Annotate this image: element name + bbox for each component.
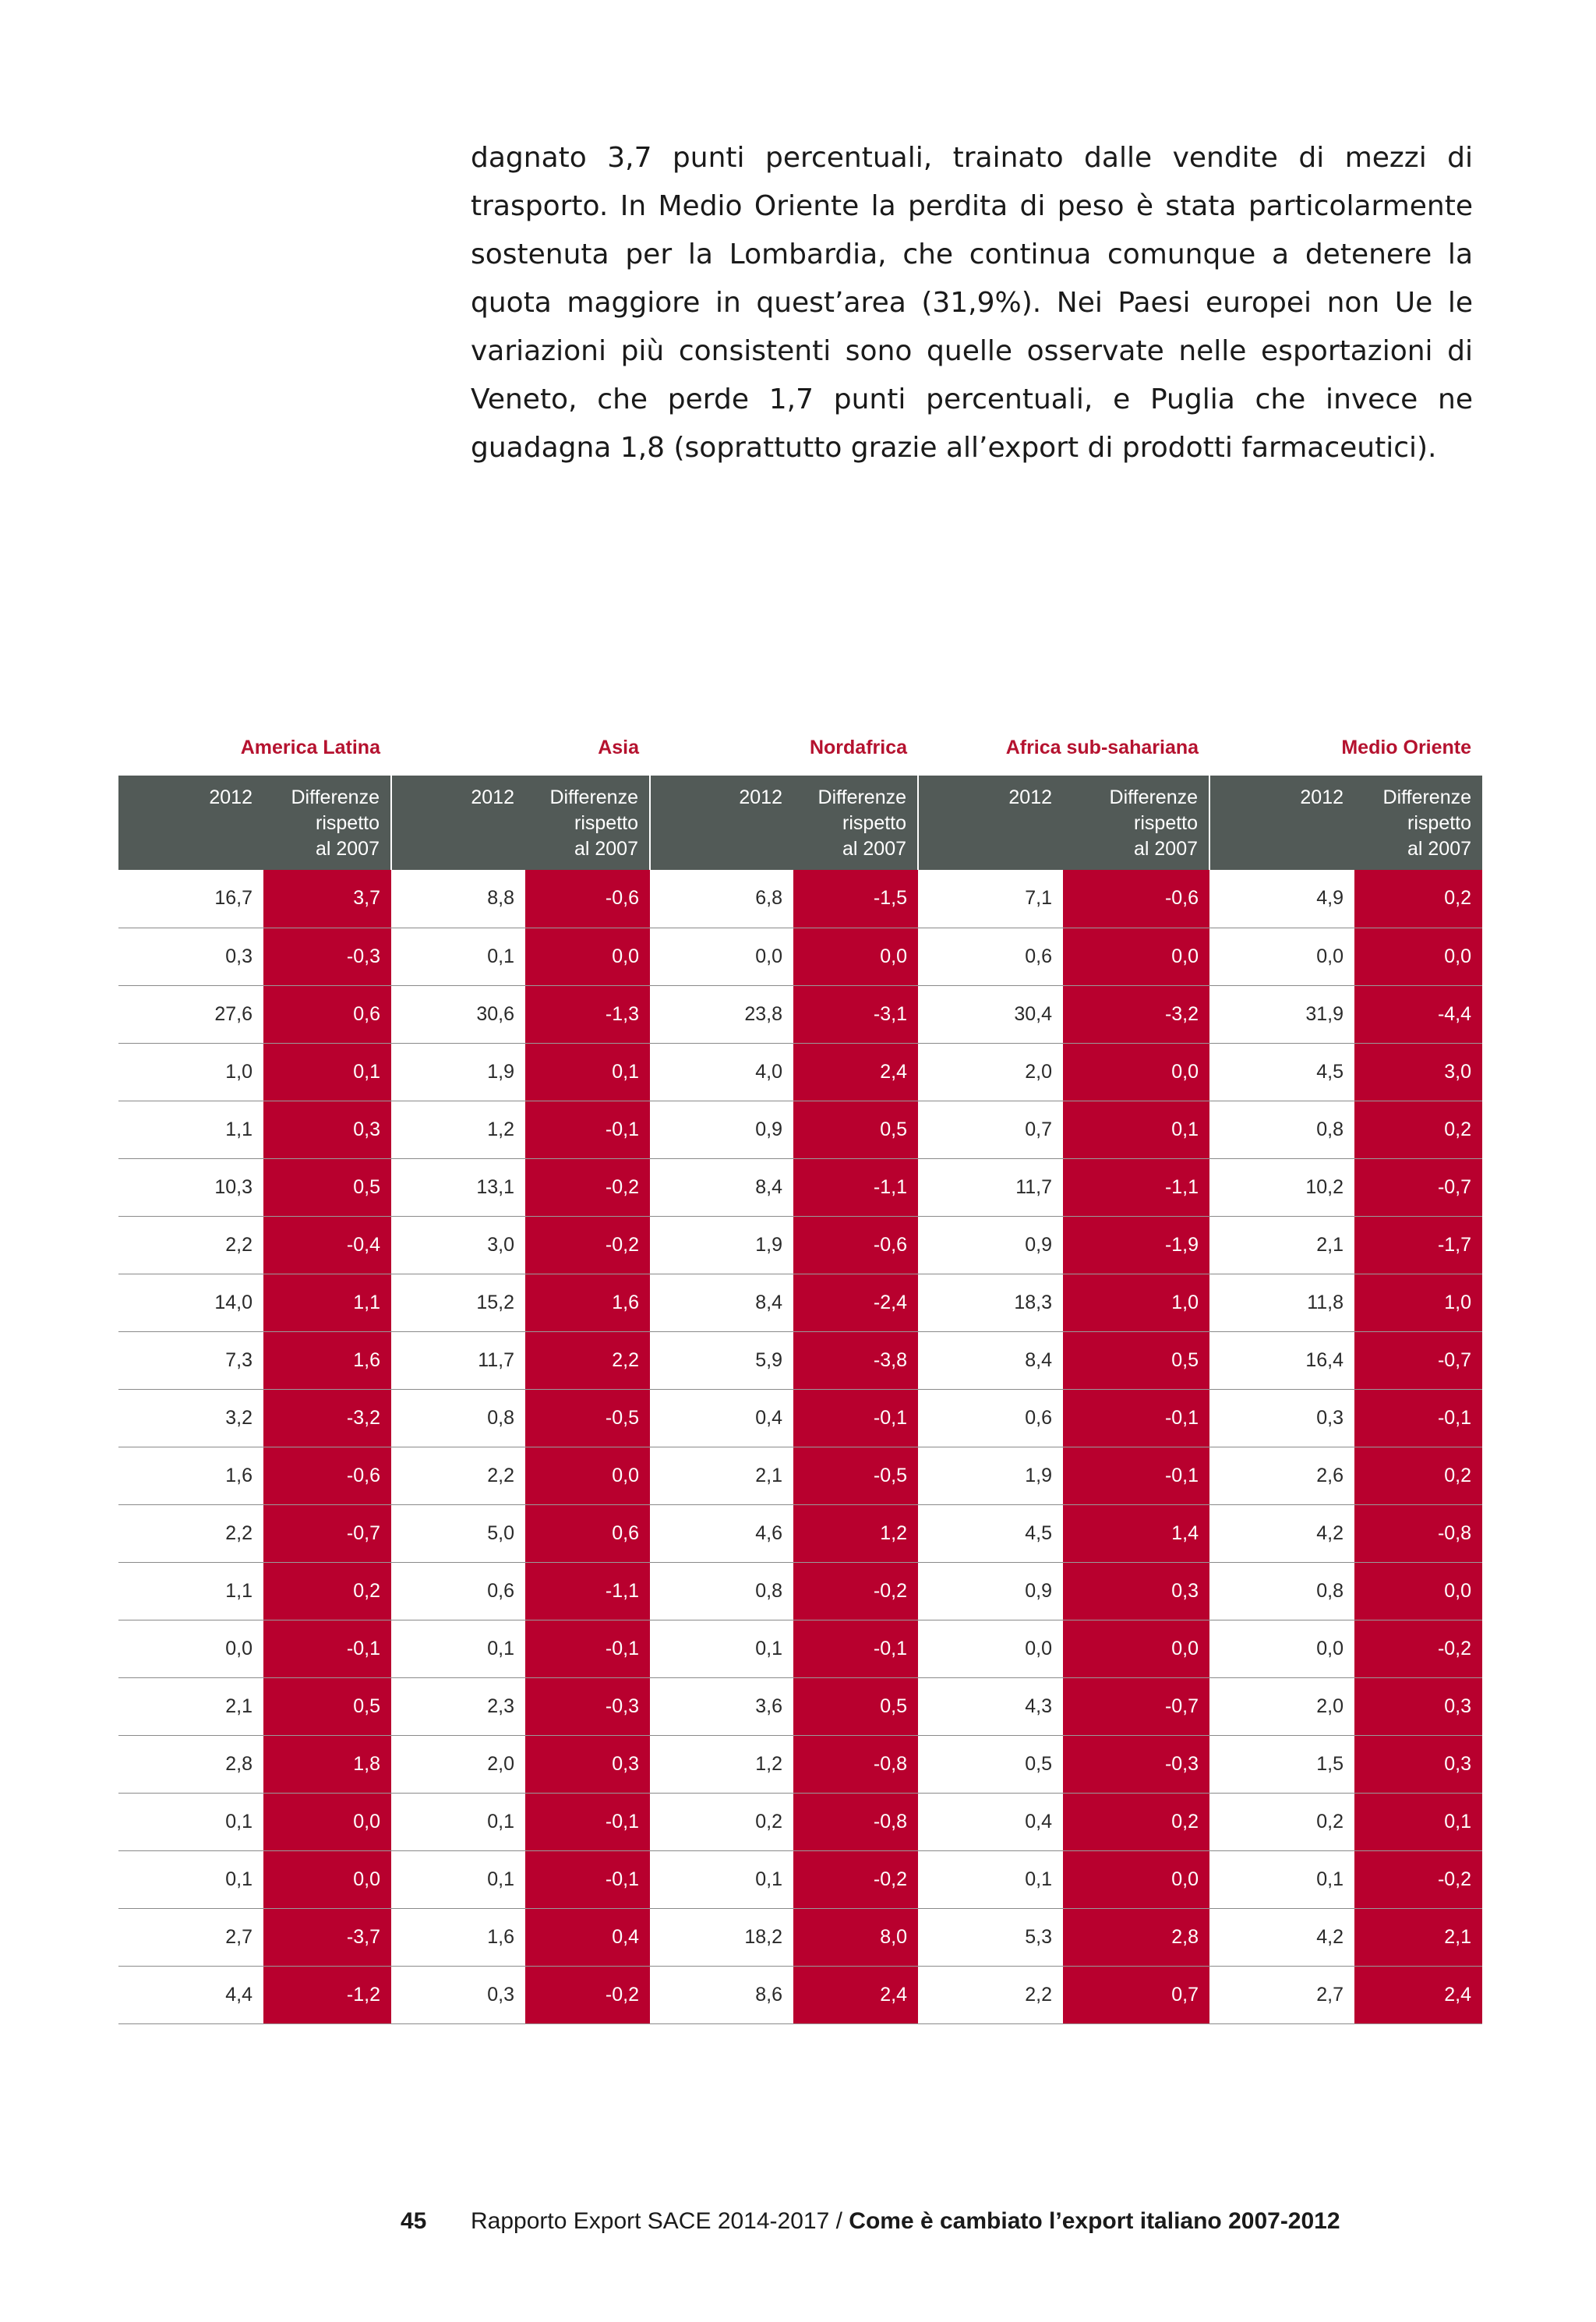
cell-difference-2007: 1,6 — [263, 1331, 391, 1389]
table-row — [118, 1620, 1482, 1677]
cell-difference-2007: -4,4 — [1354, 985, 1482, 1043]
cell-share-2012: 18,3 — [918, 1274, 1063, 1331]
column-header-line: al 2007 — [1134, 838, 1199, 860]
cell-share-2012: 2,3 — [391, 1677, 525, 1735]
region-title: Africa sub-sahariana — [1005, 737, 1199, 758]
cell-share-2012: 1,6 — [391, 1908, 525, 1966]
cell-difference-2007: -0,2 — [793, 1562, 918, 1620]
cell-difference-2007: -0,2 — [1354, 1850, 1482, 1908]
cell-share-2012: 0,9 — [918, 1562, 1063, 1620]
cell-share-2012: 0,1 — [650, 1620, 793, 1677]
cell-difference-2007: 0,1 — [263, 1043, 391, 1101]
table-row — [118, 1101, 1482, 1158]
cell-difference-2007: 1,1 — [263, 1274, 391, 1331]
cell-difference-2007: 1,2 — [793, 1504, 918, 1562]
cell-share-2012: 6,8 — [650, 870, 793, 928]
table-row — [118, 1331, 1482, 1389]
cell-difference-2007: -0,4 — [263, 1216, 391, 1274]
cell-share-2012: 11,8 — [1209, 1274, 1354, 1331]
cell-share-2012: 2,6 — [1209, 1447, 1354, 1504]
cell-share-2012: 0,9 — [918, 1216, 1063, 1274]
cell-difference-2007: -0,2 — [525, 1216, 650, 1274]
cell-difference-2007: -1,1 — [793, 1158, 918, 1216]
cell-share-2012: 2,2 — [118, 1504, 263, 1562]
cell-share-2012: 7,3 — [118, 1331, 263, 1389]
chapter-title: Come è cambiato l’export italiano 2007-2012 — [849, 2208, 1340, 2234]
cell-difference-2007: 0,0 — [1063, 1043, 1209, 1101]
cell-share-2012: 1,9 — [650, 1216, 793, 1274]
cell-share-2012: 2,0 — [1209, 1677, 1354, 1735]
cell-share-2012: 8,4 — [650, 1158, 793, 1216]
cell-share-2012: 4,3 — [918, 1677, 1063, 1735]
cell-share-2012: 1,0 — [118, 1043, 263, 1101]
cell-difference-2007: -3,1 — [793, 985, 918, 1043]
cell-share-2012: 2,2 — [391, 1447, 525, 1504]
cell-difference-2007: 0,0 — [263, 1793, 391, 1850]
cell-share-2012: 0,1 — [391, 1793, 525, 1850]
cell-share-2012: 0,0 — [118, 1620, 263, 1677]
table-row — [118, 1562, 1482, 1620]
column-header-line: rispetto — [1134, 812, 1199, 834]
cell-difference-2007: 0,0 — [1063, 1620, 1209, 1677]
cell-share-2012: 0,8 — [1209, 1101, 1354, 1158]
table-row — [118, 1735, 1482, 1793]
region-title: Asia — [598, 737, 639, 758]
cell-difference-2007: -0,7 — [1063, 1677, 1209, 1735]
cell-share-2012: 2,7 — [118, 1908, 263, 1966]
cell-difference-2007: -0,7 — [1354, 1331, 1482, 1389]
cell-share-2012: 2,2 — [918, 1966, 1063, 2023]
table-row — [118, 1677, 1482, 1735]
cell-difference-2007: 0,0 — [1063, 1850, 1209, 1908]
cell-difference-2007: 1,0 — [1063, 1274, 1209, 1331]
column-header-line: al 2007 — [315, 838, 380, 860]
cell-difference-2007: 0,2 — [1063, 1793, 1209, 1850]
cell-share-2012: 18,2 — [650, 1908, 793, 1966]
cell-share-2012: 4,0 — [650, 1043, 793, 1101]
cell-difference-2007: -3,2 — [1063, 985, 1209, 1043]
cell-difference-2007: -0,6 — [1063, 870, 1209, 928]
cell-share-2012: 2,8 — [118, 1735, 263, 1793]
cell-share-2012: 0,0 — [1209, 928, 1354, 985]
cell-difference-2007: 0,2 — [263, 1562, 391, 1620]
cell-share-2012: 10,3 — [118, 1158, 263, 1216]
cell-difference-2007: -3,7 — [263, 1908, 391, 1966]
cell-difference-2007: -1,2 — [263, 1966, 391, 2023]
cell-difference-2007: 0,3 — [263, 1101, 391, 1158]
cell-share-2012: 1,2 — [650, 1735, 793, 1793]
table-row — [118, 1908, 1482, 1966]
region-title: Nordafrica — [809, 737, 908, 758]
cell-difference-2007: 0,0 — [525, 928, 650, 985]
column-header-line: al 2007 — [574, 838, 638, 860]
cell-difference-2007: -0,3 — [263, 928, 391, 985]
cell-difference-2007: 2,4 — [793, 1966, 918, 2023]
column-header-line: Differenze — [1382, 786, 1472, 808]
cell-share-2012: 5,3 — [918, 1908, 1063, 1966]
table-row — [118, 1966, 1482, 2023]
cell-difference-2007: 0,0 — [793, 928, 918, 985]
cell-share-2012: 2,0 — [391, 1735, 525, 1793]
cell-difference-2007: 1,6 — [525, 1274, 650, 1331]
table-row — [118, 928, 1482, 985]
cell-difference-2007: 0,5 — [263, 1158, 391, 1216]
cell-share-2012: 4,2 — [1209, 1908, 1354, 1966]
column-header-year: 2012 — [1209, 776, 1354, 870]
cell-share-2012: 5,9 — [650, 1331, 793, 1389]
cell-share-2012: 5,0 — [391, 1504, 525, 1562]
column-header-difference — [525, 776, 650, 870]
cell-share-2012: 0,8 — [1209, 1562, 1354, 1620]
region-title: America Latina — [240, 737, 380, 758]
table-row — [118, 1504, 1482, 1562]
cell-difference-2007: -0,5 — [793, 1447, 918, 1504]
table-row — [118, 1447, 1482, 1504]
table-row — [118, 1043, 1482, 1101]
cell-difference-2007: -0,3 — [1063, 1735, 1209, 1793]
column-header-line: rispetto — [316, 812, 380, 834]
cell-difference-2007: 0,3 — [1063, 1562, 1209, 1620]
cell-share-2012: 31,9 — [1209, 985, 1354, 1043]
table-row — [118, 1793, 1482, 1850]
cell-difference-2007: 0,0 — [1354, 1562, 1482, 1620]
cell-difference-2007: -0,8 — [793, 1735, 918, 1793]
cell-share-2012: 0,6 — [391, 1562, 525, 1620]
cell-share-2012: 1,1 — [118, 1562, 263, 1620]
cell-difference-2007: -1,9 — [1063, 1216, 1209, 1274]
cell-difference-2007: -0,1 — [1063, 1447, 1209, 1504]
cell-share-2012: 2,2 — [118, 1216, 263, 1274]
cell-difference-2007: -3,2 — [263, 1389, 391, 1447]
cell-share-2012: 8,8 — [391, 870, 525, 928]
column-header-line: rispetto — [1407, 812, 1472, 834]
cell-share-2012: 0,9 — [650, 1101, 793, 1158]
cell-difference-2007: -0,1 — [263, 1620, 391, 1677]
cell-difference-2007: -1,7 — [1354, 1216, 1482, 1274]
cell-difference-2007: 2,1 — [1354, 1908, 1482, 1966]
cell-difference-2007: 0,2 — [1354, 870, 1482, 928]
cell-share-2012: 1,6 — [118, 1447, 263, 1504]
cell-share-2012: 4,5 — [1209, 1043, 1354, 1101]
cell-difference-2007: -1,1 — [1063, 1158, 1209, 1216]
cell-difference-2007: 0,7 — [1063, 1966, 1209, 2023]
cell-difference-2007: 0,5 — [1063, 1331, 1209, 1389]
cell-share-2012: 0,3 — [391, 1966, 525, 2023]
cell-difference-2007: 0,6 — [263, 985, 391, 1043]
running-title — [471, 2208, 1340, 2235]
cell-difference-2007: 2,4 — [793, 1043, 918, 1101]
cell-difference-2007: -0,6 — [525, 870, 650, 928]
cell-difference-2007: -3,8 — [793, 1331, 918, 1389]
cell-difference-2007: 0,6 — [525, 1504, 650, 1562]
cell-share-2012: 0,1 — [118, 1850, 263, 1908]
cell-share-2012: 7,1 — [918, 870, 1063, 928]
cell-difference-2007: -2,4 — [793, 1274, 918, 1331]
table-body — [118, 870, 1482, 2023]
cell-difference-2007: 0,5 — [793, 1101, 918, 1158]
cell-share-2012: 0,1 — [1209, 1850, 1354, 1908]
cell-share-2012: 0,4 — [918, 1793, 1063, 1850]
cell-share-2012: 0,6 — [918, 928, 1063, 985]
cell-difference-2007: 1,4 — [1063, 1504, 1209, 1562]
cell-share-2012: 4,6 — [650, 1504, 793, 1562]
cell-share-2012: 2,1 — [650, 1447, 793, 1504]
export-share-table-container — [118, 737, 1482, 2024]
column-header-year: 2012 — [650, 776, 793, 870]
cell-difference-2007: 0,2 — [1354, 1447, 1482, 1504]
column-header-difference — [793, 776, 918, 870]
cell-share-2012: 10,2 — [1209, 1158, 1354, 1216]
cell-difference-2007: 3,7 — [263, 870, 391, 928]
cell-share-2012: 0,0 — [1209, 1620, 1354, 1677]
cell-share-2012: 2,1 — [1209, 1216, 1354, 1274]
cell-share-2012: 1,9 — [918, 1447, 1063, 1504]
column-header-line: Differenze — [291, 786, 380, 808]
column-header-year: 2012 — [918, 776, 1063, 870]
cell-difference-2007: -0,1 — [525, 1620, 650, 1677]
cell-difference-2007: -1,5 — [793, 870, 918, 928]
cell-share-2012: 0,8 — [650, 1562, 793, 1620]
cell-share-2012: 4,5 — [918, 1504, 1063, 1562]
region-title: Medio Oriente — [1341, 737, 1472, 758]
cell-difference-2007: -1,3 — [525, 985, 650, 1043]
cell-share-2012: 3,0 — [391, 1216, 525, 1274]
cell-share-2012: 23,8 — [650, 985, 793, 1043]
cell-difference-2007: -0,8 — [1354, 1504, 1482, 1562]
cell-share-2012: 1,1 — [118, 1101, 263, 1158]
cell-share-2012: 13,1 — [391, 1158, 525, 1216]
table-row — [118, 1158, 1482, 1216]
cell-share-2012: 0,1 — [918, 1850, 1063, 1908]
cell-difference-2007: 0,1 — [1354, 1793, 1482, 1850]
cell-difference-2007: 0,2 — [1354, 1101, 1482, 1158]
cell-share-2012: 0,2 — [1209, 1793, 1354, 1850]
cell-difference-2007: -0,1 — [1354, 1389, 1482, 1447]
column-header-line: al 2007 — [1407, 838, 1472, 860]
cell-difference-2007: -0,7 — [263, 1504, 391, 1562]
cell-share-2012: 0,1 — [118, 1793, 263, 1850]
column-header-line: al 2007 — [842, 838, 907, 860]
cell-difference-2007: -0,1 — [793, 1389, 918, 1447]
cell-share-2012: 0,3 — [1209, 1389, 1354, 1447]
intro-paragraph: dagnato 3,7 punti percentuali, trainato dalle vendite di mezzi di trasporto. In Medio Oriente la perdita di peso è stata particolarmente sostenuta per la Lombardia, che continua comunque a detenere la quota maggiore in quest’area (31,9%). Nei Paesi europei non Ue le variazioni più consistenti sono quelle osservate nelle esportazioni di Veneto, che perde 1,7 punti percentuali, e Puglia che invece ne guadagna 1,8 (soprattutto grazie all’export di prodotti farmaceutici). — [471, 142, 1473, 464]
table-row — [118, 1274, 1482, 1331]
cell-share-2012: 1,5 — [1209, 1735, 1354, 1793]
region-header-row — [118, 737, 1482, 776]
export-share-table — [118, 737, 1482, 2024]
cell-share-2012: 0,6 — [918, 1389, 1063, 1447]
cell-share-2012: 0,1 — [650, 1850, 793, 1908]
cell-difference-2007: -0,1 — [793, 1620, 918, 1677]
cell-difference-2007: -0,2 — [793, 1850, 918, 1908]
report-title: Rapporto Export SACE 2014-2017 / — [471, 2208, 849, 2234]
cell-difference-2007: -0,6 — [793, 1216, 918, 1274]
column-header-row — [118, 776, 1482, 870]
cell-share-2012: 16,7 — [118, 870, 263, 928]
cell-share-2012: 0,1 — [391, 928, 525, 985]
column-header-line: rispetto — [574, 812, 638, 834]
cell-difference-2007: 3,0 — [1354, 1043, 1482, 1101]
cell-share-2012: 2,7 — [1209, 1966, 1354, 2023]
column-header-line: Differenze — [1109, 786, 1199, 808]
cell-difference-2007: -0,1 — [525, 1101, 650, 1158]
cell-difference-2007: 8,0 — [793, 1908, 918, 1966]
cell-difference-2007: 0,1 — [525, 1043, 650, 1101]
cell-difference-2007: -0,5 — [525, 1389, 650, 1447]
table-row — [118, 870, 1482, 928]
cell-difference-2007: -0,7 — [1354, 1158, 1482, 1216]
cell-difference-2007: -0,6 — [263, 1447, 391, 1504]
table-row — [118, 1216, 1482, 1274]
cell-share-2012: 0,7 — [918, 1101, 1063, 1158]
cell-difference-2007: 0,0 — [263, 1850, 391, 1908]
cell-share-2012: 4,9 — [1209, 870, 1354, 928]
cell-share-2012: 8,6 — [650, 1966, 793, 2023]
cell-difference-2007: 0,4 — [525, 1908, 650, 1966]
cell-difference-2007: 0,5 — [793, 1677, 918, 1735]
cell-difference-2007: -0,2 — [1354, 1620, 1482, 1677]
column-header-difference — [263, 776, 391, 870]
cell-share-2012: 27,6 — [118, 985, 263, 1043]
cell-difference-2007: -0,2 — [525, 1966, 650, 2023]
cell-share-2012: 30,6 — [391, 985, 525, 1043]
cell-share-2012: 16,4 — [1209, 1331, 1354, 1389]
cell-difference-2007: 1,8 — [263, 1735, 391, 1793]
cell-share-2012: 2,0 — [918, 1043, 1063, 1101]
cell-share-2012: 0,3 — [118, 928, 263, 985]
cell-share-2012: 8,4 — [918, 1331, 1063, 1389]
cell-difference-2007: -0,3 — [525, 1677, 650, 1735]
cell-difference-2007: 0,5 — [263, 1677, 391, 1735]
cell-share-2012: 11,7 — [391, 1331, 525, 1389]
column-header-line: Differenze — [549, 786, 638, 808]
cell-share-2012: 1,2 — [391, 1101, 525, 1158]
cell-share-2012: 0,0 — [650, 928, 793, 985]
cell-share-2012: 0,0 — [918, 1620, 1063, 1677]
cell-share-2012: 0,2 — [650, 1793, 793, 1850]
cell-difference-2007: 2,4 — [1354, 1966, 1482, 2023]
column-header-line: rispetto — [842, 812, 907, 834]
column-header-year: 2012 — [118, 776, 263, 870]
cell-share-2012: 0,4 — [650, 1389, 793, 1447]
table-row — [118, 1850, 1482, 1908]
cell-difference-2007: 0,0 — [1354, 928, 1482, 985]
table-row — [118, 985, 1482, 1043]
cell-share-2012: 4,2 — [1209, 1504, 1354, 1562]
cell-difference-2007: 0,3 — [525, 1735, 650, 1793]
cell-difference-2007: -0,2 — [525, 1158, 650, 1216]
cell-share-2012: 2,1 — [118, 1677, 263, 1735]
cell-share-2012: 8,4 — [650, 1274, 793, 1331]
column-header-difference — [1063, 776, 1209, 870]
cell-share-2012: 11,7 — [918, 1158, 1063, 1216]
column-header-year: 2012 — [391, 776, 525, 870]
table-row — [118, 1389, 1482, 1447]
cell-difference-2007: 0,1 — [1063, 1101, 1209, 1158]
cell-share-2012: 3,6 — [650, 1677, 793, 1735]
cell-share-2012: 0,1 — [391, 1620, 525, 1677]
cell-share-2012: 0,5 — [918, 1735, 1063, 1793]
cell-share-2012: 1,9 — [391, 1043, 525, 1101]
cell-difference-2007: 2,8 — [1063, 1908, 1209, 1966]
cell-difference-2007: -0,1 — [525, 1793, 650, 1850]
cell-difference-2007: -1,1 — [525, 1562, 650, 1620]
cell-difference-2007: -0,8 — [793, 1793, 918, 1850]
cell-share-2012: 15,2 — [391, 1274, 525, 1331]
cell-share-2012: 0,1 — [391, 1850, 525, 1908]
page-number: 45 — [401, 2208, 427, 2234]
cell-share-2012: 0,8 — [391, 1389, 525, 1447]
cell-share-2012: 3,2 — [118, 1389, 263, 1447]
column-header-line: Differenze — [817, 786, 907, 808]
cell-difference-2007: 2,2 — [525, 1331, 650, 1389]
cell-share-2012: 4,4 — [118, 1966, 263, 2023]
cell-difference-2007: -0,1 — [525, 1850, 650, 1908]
column-header-difference — [1354, 776, 1482, 870]
cell-share-2012: 14,0 — [118, 1274, 263, 1331]
cell-difference-2007: 0,3 — [1354, 1677, 1482, 1735]
cell-difference-2007: 0,0 — [525, 1447, 650, 1504]
cell-difference-2007: -0,1 — [1063, 1389, 1209, 1447]
cell-difference-2007: 0,3 — [1354, 1735, 1482, 1793]
cell-difference-2007: 1,0 — [1354, 1274, 1482, 1331]
cell-difference-2007: 0,0 — [1063, 928, 1209, 985]
cell-share-2012: 30,4 — [918, 985, 1063, 1043]
